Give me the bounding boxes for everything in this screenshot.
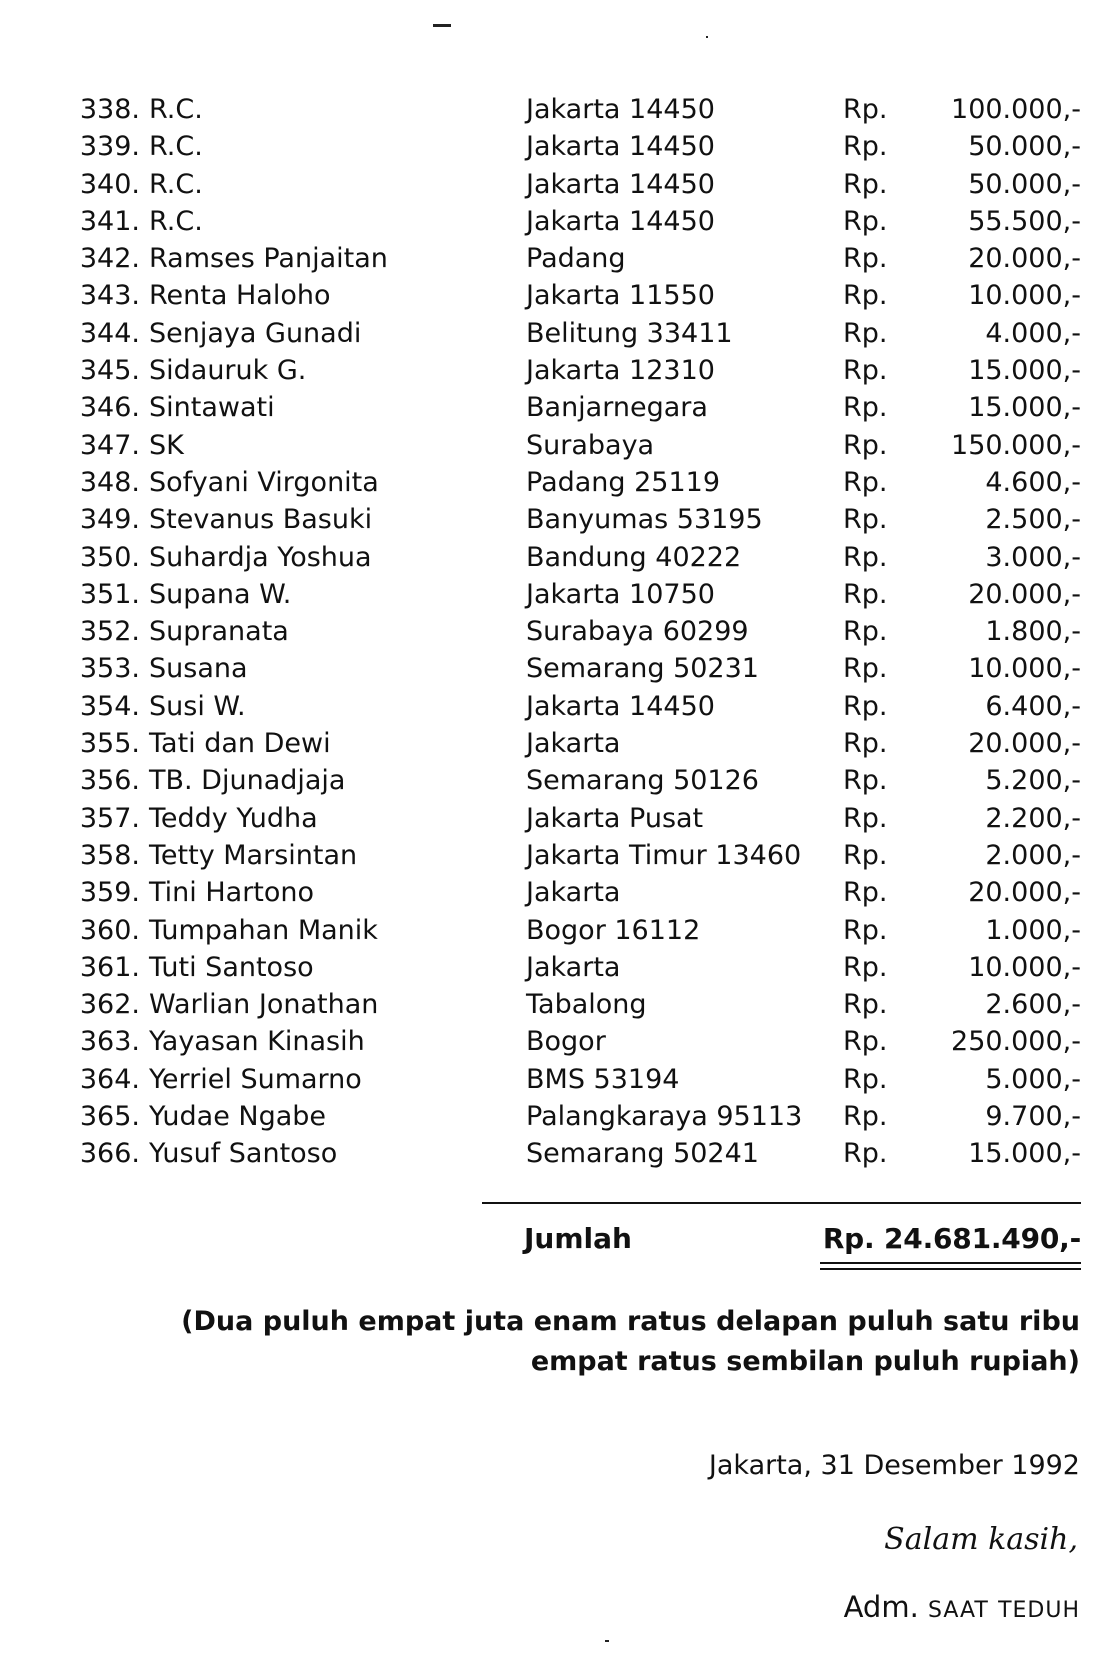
entry-number: 348.	[79, 466, 140, 498]
signature-name-1: SAAT	[928, 1598, 989, 1623]
entry-number: 338.	[79, 94, 140, 125]
entry-city: Semarang 50126	[526, 765, 759, 797]
entry-amount: 20.000,-	[968, 728, 1081, 760]
entry-name: R.C.	[149, 94, 203, 125]
entry-city: Jakarta Pusat	[526, 802, 704, 834]
entry-currency: Rp.	[843, 802, 888, 834]
entry-city: Jakarta 10750	[526, 578, 715, 610]
entry-city: Surabaya 60299	[526, 616, 749, 648]
entry-number: 341.	[79, 205, 140, 237]
top-dot-mark	[706, 36, 708, 38]
entry-amount: 2.600,-	[985, 989, 1081, 1021]
entry-amount: 4.000,-	[985, 317, 1081, 349]
entry-currency: Rp.	[843, 317, 888, 349]
entry-currency: Rp.	[843, 541, 888, 573]
entry-amount: 4.600,-	[985, 466, 1081, 498]
entry-name: Tati dan Dewi	[149, 728, 331, 760]
entry-city: Banyumas 53195	[526, 504, 763, 536]
entry-currency: Rp.	[843, 989, 888, 1021]
entry-currency: Rp.	[843, 1138, 888, 1170]
entry-name: SK	[149, 429, 184, 461]
entry-city: Semarang 50231	[526, 653, 759, 685]
entry-city: BMS 53194	[526, 1063, 680, 1095]
entry-number: 361.	[79, 951, 140, 983]
entry-amount: 100.000,-	[951, 94, 1081, 125]
entry-name: Susana	[149, 653, 248, 685]
entry-city: Palangkaraya 95113	[526, 1101, 803, 1133]
total-double-underline-2	[820, 1268, 1081, 1270]
entry-number: 351.	[79, 578, 140, 610]
entry-name: R.C.	[149, 205, 203, 237]
total-rule-top	[482, 1202, 1081, 1204]
entry-currency: Rp.	[843, 429, 888, 461]
entry-number: 352.	[79, 616, 140, 648]
entry-amount: 10.000,-	[968, 280, 1081, 312]
entry-city: Bogor 16112	[526, 914, 701, 946]
entry-number: 340.	[79, 168, 140, 200]
entry-currency: Rp.	[843, 280, 888, 312]
entry-city: Belitung 33411	[526, 317, 733, 349]
entry-number: 354.	[79, 690, 140, 722]
entry-currency: Rp.	[843, 355, 888, 387]
entry-name: Yayasan Kinasih	[149, 1026, 365, 1058]
entry-number: 342.	[79, 243, 140, 275]
entry-name: Senjaya Gunadi	[149, 317, 362, 349]
entry-city: Surabaya	[526, 429, 655, 461]
entry-amount: 150.000,-	[951, 429, 1081, 461]
entry-currency: Rp.	[843, 616, 888, 648]
entry-currency: Rp.	[843, 243, 888, 275]
entry-number: 355.	[79, 728, 140, 760]
entry-city: Jakarta 11550	[526, 280, 715, 312]
entry-number: 353.	[79, 653, 140, 685]
entry-currency: Rp.	[843, 765, 888, 797]
entry-amount: 2.000,-	[985, 839, 1081, 871]
entry-amount: 50.000,-	[968, 131, 1081, 163]
signature-prefix: Adm.	[843, 1590, 929, 1624]
entry-city: Semarang 50241	[526, 1138, 759, 1170]
entry-number: 343.	[79, 280, 140, 312]
entry-name: Renta Haloho	[149, 280, 331, 312]
entry-amount: 10.000,-	[968, 951, 1081, 983]
entry-name: Teddy Yudha	[149, 802, 318, 834]
entry-city: Bandung 40222	[526, 541, 742, 573]
entry-city: Jakarta	[526, 728, 621, 760]
entry-city: Padang 25119	[526, 466, 721, 498]
entry-number: 344.	[79, 317, 140, 349]
entry-name: Tetty Marsintan	[149, 839, 358, 871]
entry-number: 360.	[79, 914, 140, 946]
entry-currency: Rp.	[843, 839, 888, 871]
total-label: Jumlah	[524, 1222, 632, 1255]
entry-city: Banjarnegara	[526, 392, 708, 424]
entry-number: 349.	[79, 504, 140, 536]
entry-number: 345.	[79, 355, 140, 387]
amount-words-line-1: (Dua puluh empat juta enam ratus delapan puluh satu ribu	[181, 1306, 1080, 1337]
entry-number: 339.	[79, 131, 140, 163]
signature	[844, 1590, 1080, 1624]
entry-number: 357.	[79, 802, 140, 834]
entry-name: Yusuf Santoso	[149, 1138, 338, 1170]
entry-name: R.C.	[149, 168, 203, 200]
entry-number: 363.	[79, 1026, 140, 1058]
entry-currency: Rp.	[843, 94, 888, 125]
entry-number: 358.	[79, 839, 140, 871]
entry-currency: Rp.	[843, 504, 888, 536]
entry-name: Yudae Ngabe	[149, 1101, 327, 1133]
entry-name: Sintawati	[149, 392, 275, 424]
entry-city: Bogor	[526, 1026, 606, 1058]
entry-number: 365.	[79, 1101, 140, 1133]
entry-currency: Rp.	[843, 877, 888, 909]
entry-name: Tini Hartono	[149, 877, 315, 909]
entry-amount: 5.000,-	[985, 1063, 1081, 1095]
signature-name-2: TEDUH	[998, 1598, 1080, 1623]
entry-amount: 1.800,-	[985, 616, 1081, 648]
entry-amount: 15.000,-	[968, 1138, 1081, 1170]
entry-city: Jakarta 12310	[526, 355, 715, 387]
entry-name: R.C.	[149, 131, 203, 163]
entry-currency: Rp.	[843, 690, 888, 722]
place-date: Jakarta, 31 Desember 1992	[708, 1450, 1080, 1481]
entry-amount: 15.000,-	[968, 392, 1081, 424]
entry-name: Tuti Santoso	[149, 951, 314, 983]
entry-currency: Rp.	[843, 653, 888, 685]
entry-name: Susi W.	[149, 690, 246, 722]
bottom-dot-mark	[605, 1640, 609, 1642]
entry-city: Jakarta 14450	[526, 94, 715, 125]
entry-city: Tabalong	[526, 989, 647, 1021]
entry-city: Jakarta Timur 13460	[526, 839, 802, 871]
entry-amount: 3.000,-	[985, 541, 1081, 573]
entry-number: 347.	[79, 429, 140, 461]
entry-number: 364.	[79, 1063, 140, 1095]
entry-currency: Rp.	[843, 392, 888, 424]
entry-city: Jakarta 14450	[526, 690, 715, 722]
total-value: Rp. 24.681.490,-	[822, 1222, 1081, 1255]
entry-currency: Rp.	[843, 1101, 888, 1133]
entry-amount: 2.500,-	[985, 504, 1081, 536]
entry-city: Jakarta	[526, 951, 621, 983]
entry-amount: 6.400,-	[985, 690, 1081, 722]
entry-city: Jakarta 14450	[526, 168, 715, 200]
entry-currency: Rp.	[843, 168, 888, 200]
entry-number: 346.	[79, 392, 140, 424]
entry-name: Supranata	[149, 616, 289, 648]
entry-name: Supana W.	[149, 578, 292, 610]
entry-number: 366.	[79, 1138, 140, 1170]
entry-name: Stevanus Basuki	[149, 504, 373, 536]
entry-name: Warlian Jonathan	[149, 989, 379, 1021]
entry-currency: Rp.	[843, 1026, 888, 1058]
entry-amount: 20.000,-	[968, 877, 1081, 909]
total-double-underline-1	[820, 1262, 1081, 1264]
entry-currency: Rp.	[843, 578, 888, 610]
entry-number: 356.	[79, 765, 140, 797]
entry-name: Ramses Panjaitan	[149, 243, 388, 275]
entry-amount: 20.000,-	[968, 243, 1081, 275]
entry-city: Jakarta 14450	[526, 205, 715, 237]
entry-number: 359.	[79, 877, 140, 909]
entry-amount: 10.000,-	[968, 653, 1081, 685]
greeting: Salam kasih,	[884, 1522, 1078, 1557]
entry-number: 350.	[79, 541, 140, 573]
entry-amount: 20.000,-	[968, 578, 1081, 610]
entry-city: Padang	[526, 243, 626, 275]
total-row	[0, 1222, 1120, 1262]
entry-number: 362.	[79, 989, 140, 1021]
entry-name: Suhardja Yoshua	[149, 541, 372, 573]
entry-name: TB. Djunadjaja	[149, 765, 346, 797]
amount-words-line-2: empat ratus sembilan puluh rupiah)	[530, 1346, 1080, 1377]
entry-name: Yerriel Sumarno	[149, 1063, 362, 1095]
amount-in-words	[180, 1302, 1080, 1382]
entry-currency: Rp.	[843, 728, 888, 760]
entry-currency: Rp.	[843, 951, 888, 983]
entry-currency: Rp.	[843, 1063, 888, 1095]
entry-amount: 1.000,-	[985, 914, 1081, 946]
entry-amount: 2.200,-	[985, 802, 1081, 834]
entry-amount: 15.000,-	[968, 355, 1081, 387]
entry-name: Tumpahan Manik	[149, 914, 378, 946]
entry-currency: Rp.	[843, 914, 888, 946]
entry-amount: 55.500,-	[968, 205, 1081, 237]
entry-city: Jakarta 14450	[526, 131, 715, 163]
entry-currency: Rp.	[843, 466, 888, 498]
entry-name: Sofyani Virgonita	[149, 466, 379, 498]
entry-amount: 5.200,-	[985, 765, 1081, 797]
entry-amount: 50.000,-	[968, 168, 1081, 200]
top-dash-mark	[433, 24, 451, 27]
entry-name: Sidauruk G.	[149, 355, 307, 387]
entry-currency: Rp.	[843, 131, 888, 163]
entry-city: Jakarta	[526, 877, 621, 909]
entry-currency: Rp.	[843, 205, 888, 237]
entry-amount: 9.700,-	[985, 1101, 1081, 1133]
entry-amount: 250.000,-	[951, 1026, 1081, 1058]
